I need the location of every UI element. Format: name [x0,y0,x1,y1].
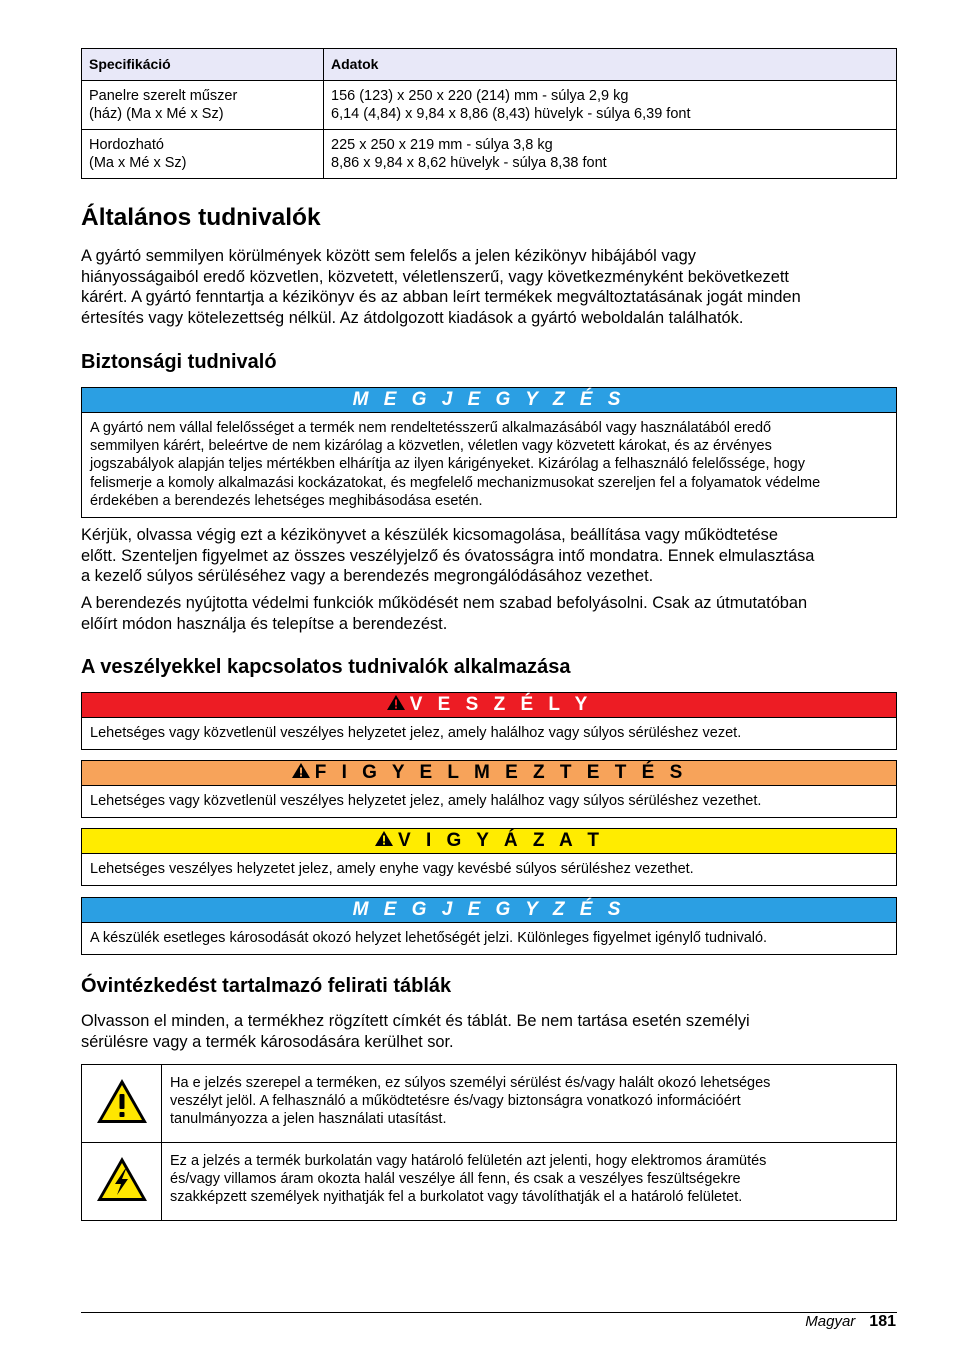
icon-cell [82,1065,162,1143]
specification-table [81,48,897,179]
cell-line: Hordozható [89,137,164,153]
danger-label: V E S Z É L Y [409,694,593,715]
caution-header [82,829,896,854]
safety-paragraph-2 [81,593,901,634]
text-line: Ez a jelzés a termék burkolatán vagy határoló felületén azt jelenti, hogy elektromos áramütés [170,1153,767,1169]
text-line: a kezelő súlyos sérüléséhez vagy a berendezés megrongálódásához vezethet. [81,567,654,585]
danger-text: Lehetséges vagy közvetlenül veszélyes helyzetet jelez, amely halálhoz vagy súlyos sérüléshez vezet. [90,725,742,741]
section-title-hazards: A veszélyekkel kapcsolatos tudnivalók alkalmazása [81,656,571,678]
text-line: veszélyt jelöl. A felhasználó a működtetésre és/vagy biztonságra vonatkozó információért [170,1093,741,1110]
text-line: sérülésre vagy a termék károsodására kerülhet sor. [81,1032,454,1051]
table-row [82,81,897,130]
cell-line: (Ma x Mé x Sz) [89,155,187,171]
table-cell [324,81,897,130]
warning-triangle-icon [291,762,311,779]
warning-triangle-icon [95,1077,149,1125]
text-line: és/vagy villamos áram okozta halál veszélye áll fenn, és csak a veszélyes feszültségekre [170,1171,741,1188]
label-description [162,1065,897,1143]
cell-line: 225 x 250 x 219 mm - súlya 3,8 kg [331,137,553,153]
text-line: Ha e jelzés szerepel a terméken, ez súlyos személyi sérülést és/vagy halált okozó lehetséges [170,1075,771,1091]
cell-line: 6,14 (4,84) x 9,84 x 8,86 (8,43) hüvelyk - súlya 6,39 font [331,106,691,122]
text-line: Olvasson el minden, a termékhez rögzített címkét és táblát. Be nem tartása esetén személyi [81,1012,750,1030]
note-text [82,413,896,517]
label-description [162,1143,897,1221]
footer-language: Magyar [805,1313,856,1330]
text-line: hiányosságaiból eredő közvetlen, közvetett, véletlenszerű, vagy következményként bekövetkezett [81,267,789,286]
text-line: tanulmányozza a jelen használati utasítást. [170,1111,447,1128]
warning-triangle-icon [386,694,406,711]
note-header: M E G J E G Y Z É S [82,388,896,413]
text-line: értesítés vagy kötelezettség nélkül. Az átdolgozott kiadások a gyártó weboldalán találhatók. [81,308,744,327]
warning-text: Lehetséges vagy közvetlenül veszélyes helyzetet jelez, amely halálhoz vagy súlyos sérüléshez vezethet. [90,793,762,809]
text-line: érdekében a berendezés lehetséges meghibásodása esetén. [90,492,483,509]
text-line: semmilyen kárért, beleértve de nem kizárólag a közvetlen, véletlen vagy közvetett károkat, és az érvényes [90,438,772,455]
note-box [81,387,897,518]
caution-label: V I G Y Á Z A T [398,830,604,851]
table-row [82,130,897,179]
warning-label: F I G Y E L M E Z T E T É S [314,762,688,783]
danger-box [81,692,897,750]
warning-triangle-icon [374,830,394,847]
notice-text: A készülék esetleges károsodását okozó helyzet lehetőségét jelzi. Különleges figyelmet igénylő tudnivaló. [90,930,768,946]
page-number: 181 [869,1313,896,1330]
text-line: A gyártó semmilyen körülmények között sem felelős a jelen kézikönyv hibájából vagy [81,247,696,265]
warning-header [82,761,896,786]
text-line: előtt. Szenteljen figyelmet az összes veszélyjelző és óvatosságra intő mondatra. Ennek elmulasztása [81,546,815,565]
warning-box [81,760,897,818]
text-line: A berendezés nyújtotta védelmi funkciók működését nem szabad befolyásolni. Csak az útmutatóban [81,594,808,612]
text-line: felismerje a komoly alkalmazási kockázatokat, és megfelelő mechanizmusokat szereljen fel a folyamatok védelme [90,474,821,491]
caution-text: Lehetséges veszélyes helyzetet jelez, amely enyhe vagy kevésbé súlyos sérüléshez vezethet. [90,861,694,877]
table-row [82,1143,897,1221]
section-title-labels: Óvintézkedést tartalmazó felirati táblák [81,975,452,997]
cell-line: 8,86 x 9,84 x 8,62 hüvelyk - súlya 8,38 font [331,155,607,171]
column-header-data: Adatok [324,49,897,81]
safety-paragraph-1 [81,525,901,587]
table-cell [82,81,324,130]
section-title-general: Általános tudnivalók [81,204,321,231]
text-line: szakképzett személyek nyithatják fel a burkolatot vagy távolíthatják el a határoló felületet. [170,1189,743,1206]
text-line: A gyártó nem vállal felelősséget a termék nem rendeltetésszerű alkalmazásából vagy használatából eredő [90,420,772,436]
section-title-safety: Biztonsági tudnivaló [81,351,277,373]
notice-header: M E G J E G Y Z É S [82,898,896,923]
labels-intro [81,1011,901,1052]
cell-line: Panelre szerelt műszer [89,88,238,104]
page-footer [805,1313,896,1331]
general-paragraph [81,246,901,328]
danger-header [82,693,896,718]
text-line: előírt módon használja és telepítse a berendezést. [81,614,448,633]
text-line: jogszabályok alapján teljes mértékben elhárítja az ilyen kárigényeket. Kizárólag a felhasználó felelőssége, hogy [90,456,805,473]
footer-divider [81,1312,897,1313]
notice-box [81,897,897,955]
table-header-row [82,49,897,81]
cell-line: 156 (123) x 250 x 220 (214) mm - súlya 2,9 kg [331,88,629,104]
cell-line: (ház) (Ma x Mé x Sz) [89,106,224,122]
text-line: kárért. A gyártó fenntartja a kézikönyv és az abban leírt termékek megváltoztatásának jogát minden [81,288,801,306]
text-line: Kérjük, olvassa végig ezt a kézikönyvet a készülék kicsomagolása, beállítása vagy működtetése [81,526,778,544]
table-cell [324,130,897,179]
table-row [82,1065,897,1143]
column-header-spec: Specifikáció [82,49,324,81]
icon-cell [82,1143,162,1221]
caution-box [81,828,897,886]
table-cell [82,130,324,179]
electric-shock-icon [95,1155,149,1203]
labels-table [81,1064,897,1221]
